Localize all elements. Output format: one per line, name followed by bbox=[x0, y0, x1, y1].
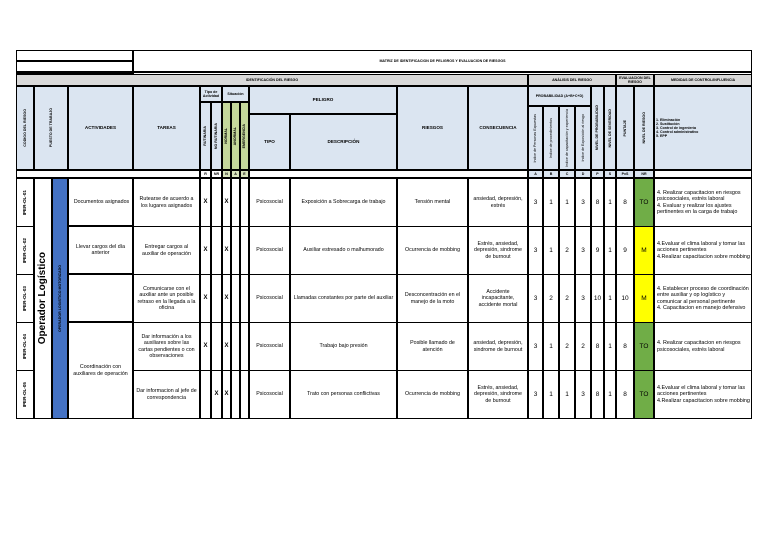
consequence-cell: ansiedad, depresión, sindrome de burnout bbox=[468, 322, 528, 371]
prob-d-cell: 2 bbox=[575, 322, 591, 371]
type-cell: Psicosocial bbox=[249, 178, 290, 227]
code-cell bbox=[16, 178, 34, 227]
mark-cell bbox=[240, 226, 249, 275]
severity-cell: 1 bbox=[604, 322, 616, 371]
risk-code: IPER-OL-03 bbox=[22, 285, 28, 312]
description-cell: Auxiliar estresado o malhumorado bbox=[290, 226, 397, 275]
header-situation: Situación bbox=[222, 86, 249, 102]
consequence-cell: Accidente incapacitante, accidente mortal bbox=[468, 274, 528, 323]
letter-pxs: PxS bbox=[616, 170, 634, 178]
header-prob-level bbox=[591, 86, 604, 170]
controls-list bbox=[655, 118, 698, 139]
header-prob-d-label: Indice de Exposición al riesgo bbox=[580, 114, 585, 162]
risk-code: IPER-OL-02 bbox=[22, 237, 28, 264]
control-item: 1. Eliminación bbox=[656, 117, 681, 122]
mark-cell bbox=[231, 178, 240, 227]
section-identification: IDENTIFICACIÓN DEL RIESGO bbox=[16, 74, 528, 86]
task-cell: Dar informacion al jefe de correspondencia bbox=[133, 370, 200, 419]
mark-cell bbox=[240, 322, 249, 371]
letter-r: R bbox=[200, 170, 211, 178]
letter-nr-level: NR bbox=[634, 170, 654, 178]
prob-c-cell: 1 bbox=[559, 370, 575, 419]
header-normal-label: NORMAL bbox=[224, 128, 229, 144]
risk-level-cell: TO bbox=[634, 178, 654, 227]
severity-cell: 1 bbox=[604, 274, 616, 323]
header-description: DESCRIPCIÓN bbox=[290, 114, 397, 170]
header-prob-b bbox=[543, 106, 559, 170]
control-item: 2. Sustitución bbox=[656, 121, 680, 126]
prob-a-cell: 3 bbox=[528, 322, 543, 371]
post-sub-label: OPERADOR LOGISTICO MOTORIZADO bbox=[57, 264, 62, 333]
score-cell: 10 bbox=[616, 274, 634, 323]
letter-row-end bbox=[654, 170, 752, 178]
risk-level-cell: TO bbox=[634, 322, 654, 371]
task-cell: Comunicarse con el auxiliar ante un posible retraso en la llegada a la oficina bbox=[133, 274, 200, 323]
score-cell: 8 bbox=[616, 322, 634, 371]
header-prob-d bbox=[575, 106, 591, 170]
mark-cell: X bbox=[200, 274, 211, 323]
risk-level-cell: M bbox=[634, 226, 654, 275]
prob-level-cell: 8 bbox=[591, 178, 604, 227]
header-hazard: PELIGRO bbox=[249, 86, 397, 114]
prob-level-cell: 8 bbox=[591, 370, 604, 419]
mark-cell bbox=[211, 226, 222, 275]
mark-cell bbox=[211, 178, 222, 227]
header-consequence: CONSECUENCIA bbox=[468, 86, 528, 170]
prob-c-cell: 2 bbox=[559, 226, 575, 275]
mark-cell: X bbox=[222, 178, 231, 227]
header-emergency bbox=[240, 102, 249, 170]
prob-b-cell: 1 bbox=[543, 370, 559, 419]
mark-cell bbox=[240, 274, 249, 323]
score-cell: 9 bbox=[616, 226, 634, 275]
severity-cell: 1 bbox=[604, 370, 616, 419]
header-prob-c bbox=[559, 106, 575, 170]
header-abnormal bbox=[231, 102, 240, 170]
risk-cell: Ocurrencia de mobbing bbox=[397, 226, 468, 275]
header-post bbox=[34, 86, 68, 170]
controls-cell: 4.Evaluar el clima laboral y tomar las acciones pertinentes 4.Realizar capacitacion sobre mobbing bbox=[654, 226, 752, 275]
mark-cell bbox=[211, 322, 222, 371]
controls-cell: 4. Establecer proceso de coordinación entre auxiliar y op logístico y comunicar al personal pertinente 4. Capacitacion en manejo defensivo bbox=[654, 274, 752, 323]
mark-cell: X bbox=[222, 274, 231, 323]
severity-cell: 1 bbox=[604, 178, 616, 227]
header-score bbox=[616, 86, 634, 170]
letter-pa: A bbox=[528, 170, 543, 178]
post-main-cell bbox=[34, 178, 52, 419]
header-post-label: PUESTO DE TRABAJO bbox=[48, 108, 53, 148]
mark-cell: X bbox=[222, 322, 231, 371]
header-risk-level bbox=[634, 86, 654, 170]
letter-e: E bbox=[240, 170, 249, 178]
post-sub-cell bbox=[52, 178, 68, 419]
letter-pd: D bbox=[575, 170, 591, 178]
header-score-label: PUNTAJE bbox=[622, 119, 627, 137]
header-emergency-label: EMERGENCIA bbox=[242, 123, 247, 149]
mark-cell bbox=[211, 274, 222, 323]
control-item: 4. Control administrativo bbox=[656, 130, 699, 135]
control-item: 5. EPP bbox=[656, 134, 668, 139]
prob-d-cell: 3 bbox=[575, 274, 591, 323]
mark-cell: X bbox=[200, 178, 211, 227]
mark-cell: X bbox=[200, 322, 211, 371]
risk-level-cell: M bbox=[634, 274, 654, 323]
header-non-routine bbox=[211, 102, 222, 170]
prob-level-cell: 9 bbox=[591, 226, 604, 275]
header-type: TIPO bbox=[249, 114, 290, 170]
prob-a-cell: 3 bbox=[528, 370, 543, 419]
letter-row-pad bbox=[16, 170, 200, 178]
section-evaluation: EVALUACION DEL RIESGO bbox=[616, 74, 654, 86]
header-routine bbox=[200, 102, 211, 170]
prob-a-cell: 3 bbox=[528, 226, 543, 275]
mark-cell: X bbox=[222, 226, 231, 275]
letter-n: N bbox=[222, 170, 231, 178]
header-tasks: TAREAS bbox=[133, 86, 200, 170]
risk-cell: Tensión mental bbox=[397, 178, 468, 227]
logo-box bbox=[16, 50, 133, 61]
control-item: 3. Control de ingeniería bbox=[656, 125, 696, 130]
consequence-cell: Estrés, ansiedad, depresión, sindrome de burnout bbox=[468, 226, 528, 275]
header-severity-label: NIVEL DE SEVERIDAD bbox=[607, 108, 612, 148]
section-controls: MEDIDAS DE CONTROL/INFLUENCIA bbox=[654, 74, 752, 86]
document-title: MATRIZ DE IDENTIFICACION DE PELIGROS Y EVALUACION DE RIESGOS bbox=[133, 50, 752, 72]
type-cell: Psicosocial bbox=[249, 274, 290, 323]
prob-c-cell: 2 bbox=[559, 322, 575, 371]
header-normal bbox=[222, 102, 231, 170]
header-prob-a-label: Indice de Personas Expuestas bbox=[533, 113, 538, 163]
description-cell: Trato con personas conflictivas bbox=[290, 370, 397, 419]
header-risk-level-label: NIVEL DE RIESGO bbox=[641, 112, 646, 144]
mark-cell bbox=[231, 274, 240, 323]
header-activity-type: Tipo de Actividad bbox=[200, 86, 222, 102]
letter-row-mid bbox=[249, 170, 528, 178]
prob-level-cell: 10 bbox=[591, 274, 604, 323]
prob-b-cell: 2 bbox=[543, 274, 559, 323]
mark-cell: X bbox=[222, 370, 231, 419]
mark-cell: X bbox=[211, 370, 222, 419]
task-cell: Dar información a los auxiliares sobre las cartas pendientes o con observaciones bbox=[133, 322, 200, 371]
letter-a: A bbox=[231, 170, 240, 178]
mark-cell bbox=[231, 226, 240, 275]
task-cell: Rutearse de acuerdo a los lugares asignados bbox=[133, 178, 200, 227]
score-cell: 8 bbox=[616, 178, 634, 227]
prob-b-cell: 1 bbox=[543, 322, 559, 371]
task-cell: Entregar cargos al auxiliar de operación bbox=[133, 226, 200, 275]
code-cell bbox=[16, 322, 34, 371]
prob-a-cell: 3 bbox=[528, 274, 543, 323]
prob-d-cell: 3 bbox=[575, 178, 591, 227]
section-analysis: ANÁLISIS DEL RIESGO bbox=[528, 74, 616, 86]
controls-cell: 4. Realizar capacitacion en riesgos psicosociales, estrés laboral bbox=[654, 322, 752, 371]
header-prob-level-label: NIVEL DE PROBABILIDAD bbox=[595, 105, 600, 151]
description-cell: Trabajo bajo presión bbox=[290, 322, 397, 371]
prob-b-cell: 1 bbox=[543, 226, 559, 275]
post-main-label: Operador Logístico bbox=[37, 252, 49, 345]
activity-cell: Coordinación con auxiliares de operación bbox=[68, 322, 133, 419]
header-abnormal-label: ANORMAL bbox=[233, 126, 238, 146]
mark-cell bbox=[240, 178, 249, 227]
controls-cell: 4.Evaluar el clima laboral y tomar las acciones pertinentes 4.Realizar capacitacion sobre mobbing bbox=[654, 370, 752, 419]
mark-cell: X bbox=[200, 226, 211, 275]
activity-cell: Documentos asignados bbox=[68, 178, 133, 226]
header-code bbox=[16, 86, 34, 170]
code-cell bbox=[16, 274, 34, 323]
risk-cell: Desconcentración en el manejo de la moto bbox=[397, 274, 468, 323]
type-cell: Psicosocial bbox=[249, 226, 290, 275]
severity-cell: 1 bbox=[604, 226, 616, 275]
header-activities: ACTIVIDADES bbox=[68, 86, 133, 170]
letter-pb: B bbox=[543, 170, 559, 178]
type-cell: Psicosocial bbox=[249, 370, 290, 419]
type-cell: Psicosocial bbox=[249, 322, 290, 371]
letter-p: P bbox=[591, 170, 604, 178]
prob-a-cell: 3 bbox=[528, 178, 543, 227]
risk-code: IPER-OL-04 bbox=[22, 333, 28, 360]
activity-cell: Llevar cargos del día anterior bbox=[68, 226, 133, 274]
header-probability: PROBABILIDAD (A+B+C+D) bbox=[528, 86, 591, 106]
controls-cell: 4. Realizar capacitacion en riesgos psicosociales, estrés laboral 4. Evaluar y realizar los ajustes pertinentes en la carga de trabajo bbox=[654, 178, 752, 227]
prob-c-cell: 1 bbox=[559, 178, 575, 227]
header-non-routine-label: NO RUTINARIA bbox=[214, 122, 219, 150]
risk-code: IPER-OL-01 bbox=[22, 189, 28, 216]
prob-d-cell: 3 bbox=[575, 226, 591, 275]
score-cell: 8 bbox=[616, 370, 634, 419]
description-cell: Llamadas constantes por parte del auxiliar bbox=[290, 274, 397, 323]
letter-s: S bbox=[604, 170, 616, 178]
mark-cell bbox=[231, 322, 240, 371]
consequence-cell: Estrés, ansiedad, depresión, sindrome de burnout bbox=[468, 370, 528, 419]
mark-cell bbox=[231, 370, 240, 419]
logo-box-2 bbox=[16, 61, 133, 72]
prob-level-cell: 8 bbox=[591, 322, 604, 371]
header-severity bbox=[604, 86, 616, 170]
header-prob-b-label: Indice de procedimientos bbox=[548, 118, 553, 158]
code-cell bbox=[16, 226, 34, 275]
header-risks: RIESGOS bbox=[397, 86, 468, 170]
letter-pc: C bbox=[559, 170, 575, 178]
prob-b-cell: 1 bbox=[543, 178, 559, 227]
header-controls bbox=[654, 86, 752, 170]
header-prob-c-label: Indice de capacitación y experiencia bbox=[564, 109, 569, 167]
letter-nr: NR bbox=[211, 170, 222, 178]
header-code-label: CODIGO DEL RIESGO bbox=[22, 109, 27, 147]
activity-cell bbox=[68, 274, 133, 322]
prob-d-cell: 3 bbox=[575, 370, 591, 419]
code-cell bbox=[16, 370, 34, 419]
prob-c-cell: 2 bbox=[559, 274, 575, 323]
risk-cell: Ocurrencia de mobbing bbox=[397, 370, 468, 419]
risk-code: IPER-OL-05 bbox=[22, 381, 28, 408]
mark-cell bbox=[240, 370, 249, 419]
header-routine-label: RUTINARIA bbox=[203, 126, 208, 146]
consequence-cell: ansiedad, depresión, estrés bbox=[468, 178, 528, 227]
risk-level-cell: TO bbox=[634, 370, 654, 419]
header-prob-a bbox=[528, 106, 543, 170]
mark-cell bbox=[200, 370, 211, 419]
risk-cell: Posible llamado de atención bbox=[397, 322, 468, 371]
description-cell: Exposición a Sobrecarga de trabajo bbox=[290, 178, 397, 227]
